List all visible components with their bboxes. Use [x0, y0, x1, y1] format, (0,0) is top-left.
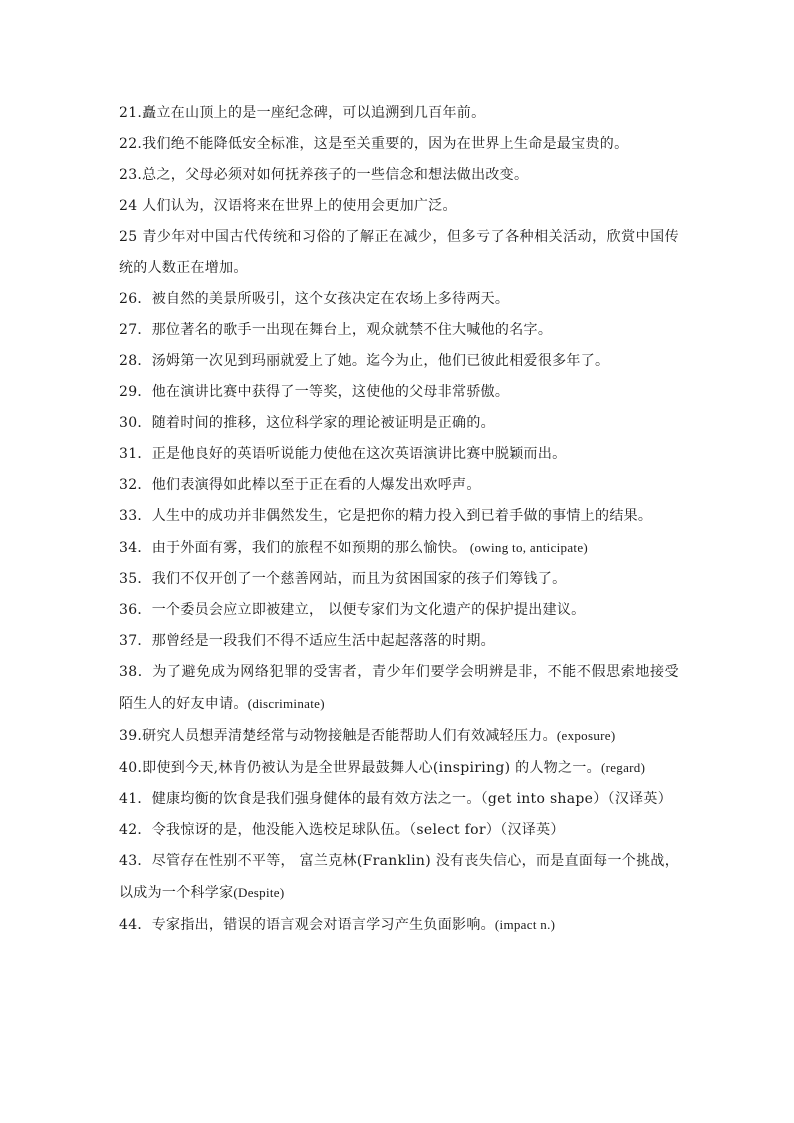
document-body	[119, 98, 679, 941]
sentence-30	[119, 408, 679, 439]
item-text: 那曾经是一段我们不得不适应生活中起起落落的时期。	[151, 633, 495, 649]
item-text: 由于外面有雾，我们的旅程不如预期的那么愉快。	[151, 540, 467, 556]
sentence-22	[119, 129, 679, 160]
sentence-26	[119, 284, 679, 315]
item-number: 41．	[119, 791, 152, 807]
item-text: 研究人员想弄清楚经常与动物接触是否能帮助人们有效减轻压力。	[142, 728, 557, 744]
item-number: 40.	[119, 760, 143, 776]
item-text: 我们不仅开创了一个慈善网站，而且为贫困国家的孩子们筹钱了。	[151, 571, 567, 587]
sentence-42	[119, 815, 679, 846]
item-text: 令我惊讶的是，他没能入选校足球队伍。（select for）（汉译英）	[151, 822, 565, 838]
item-number: 42．	[119, 822, 152, 838]
sentence-33	[119, 501, 679, 532]
sentence-25	[119, 222, 679, 284]
item-hint: (regard)	[600, 760, 646, 775]
item-number: 39.	[119, 728, 143, 744]
item-text: 他在演讲比赛中获得了一等奖，这使他的父母非常骄傲。	[151, 384, 510, 400]
item-hint: (owing to, anticipate)	[466, 540, 589, 555]
item-number: 34．	[119, 540, 152, 556]
item-number: 25	[119, 229, 143, 245]
item-number: 44．	[119, 917, 152, 933]
sentence-21	[119, 98, 679, 129]
sentence-43	[119, 846, 679, 909]
item-text: 人们认为，汉语将来在世界上的使用会更加广泛。	[142, 198, 457, 214]
item-hint: (Despite)	[233, 885, 285, 900]
sentence-37	[119, 626, 679, 657]
sentence-36	[119, 595, 679, 626]
item-number: 32．	[119, 477, 152, 493]
item-text: 那位著名的歌手一出现在舞台上，观众就禁不住大喊他的名字。	[151, 322, 553, 338]
item-text: 尽管存在性别不平等， 富兰克林(Franklin) 没有丧失信心，而是直面每一个挑战，以成为一个科学家	[119, 853, 679, 901]
item-text: 人生中的成功并非偶然发生，它是把你的精力投入到已着手做的事情上的结果。	[151, 508, 653, 524]
sentence-29	[119, 377, 679, 408]
item-hint: (exposure)	[556, 728, 616, 743]
sentence-31	[119, 439, 679, 470]
item-hint: (impact n.)	[494, 917, 556, 932]
item-number: 35．	[119, 571, 152, 587]
item-number: 38．	[119, 664, 153, 680]
item-number: 30．	[119, 415, 152, 431]
item-number: 36．	[119, 602, 152, 618]
sentence-24	[119, 191, 679, 222]
item-number: 21.	[119, 105, 143, 121]
item-number: 27．	[119, 322, 152, 338]
item-number: 22.	[119, 136, 143, 152]
item-text: 青少年对中国古代传统和习俗的了解正在减少，但多亏了各种相关活动，欣赏中国传统的人数正在增加。	[119, 229, 679, 276]
item-number: 33．	[119, 508, 152, 524]
sentence-40	[119, 752, 679, 784]
sentence-41	[119, 784, 679, 815]
item-number: 24	[119, 198, 143, 214]
item-text: 专家指出，错误的语言观会对语言学习产生负面影响。	[151, 917, 495, 933]
item-text: 矗立在山顶上的是一座纪念碑，可以追溯到几百年前。	[142, 105, 486, 121]
item-text: 一个委员会应立即被建立， 以便专家们为文化遗产的保护提出建议。	[151, 602, 586, 618]
item-number: 31．	[119, 446, 152, 462]
item-text: 他们表演得如此棒以至于正在看的人爆发出欢呼声。	[151, 477, 481, 493]
sentence-28	[119, 346, 679, 377]
sentence-39	[119, 720, 679, 752]
sentence-23	[119, 160, 679, 191]
item-number: 43．	[119, 853, 152, 869]
item-text: 被自然的美景所吸引，这个女孩决定在农场上多待两天。	[151, 291, 510, 307]
sentence-34	[119, 532, 679, 564]
sentence-35	[119, 564, 679, 595]
item-text: 正是他良好的英语听说能力使他在这次英语演讲比赛中脱颖而出。	[151, 446, 567, 462]
item-number: 29．	[119, 384, 152, 400]
item-number: 37．	[119, 633, 152, 649]
item-number: 26．	[119, 291, 152, 307]
item-text: 健康均衡的饮食是我们强身健体的最有效方法之一。（get into shape）（汉译英）	[151, 791, 673, 807]
item-hint: (discriminate)	[247, 696, 325, 711]
item-text: 随着时间的推移，这位科学家的理论被证明是正确的。	[151, 415, 495, 431]
item-text: 即使到今天,林肯仍被认为是全世界最鼓舞人心(inspiring) 的人物之一。	[142, 760, 601, 776]
item-number: 23.	[119, 167, 143, 183]
item-text: 总之，父母必须对如何抚养孩子的一些信念和想法做出改变。	[142, 167, 529, 183]
item-text: 汤姆第一次见到玛丽就爱上了她。迄今为止，他们已彼此相爱很多年了。	[151, 353, 610, 369]
sentence-38	[119, 657, 679, 720]
sentence-44	[119, 909, 679, 941]
sentence-32	[119, 470, 679, 501]
item-number: 28．	[119, 353, 152, 369]
item-text: 我们绝不能降低安全标准，这是至关重要的，因为在世界上生命是最宝贵的。	[142, 136, 629, 152]
item-text: 为了避免成为网络犯罪的受害者，青少年们要学会明辨是非，不能不假思索地接受陌生人的好友申请。	[119, 664, 679, 712]
sentence-27	[119, 315, 679, 346]
